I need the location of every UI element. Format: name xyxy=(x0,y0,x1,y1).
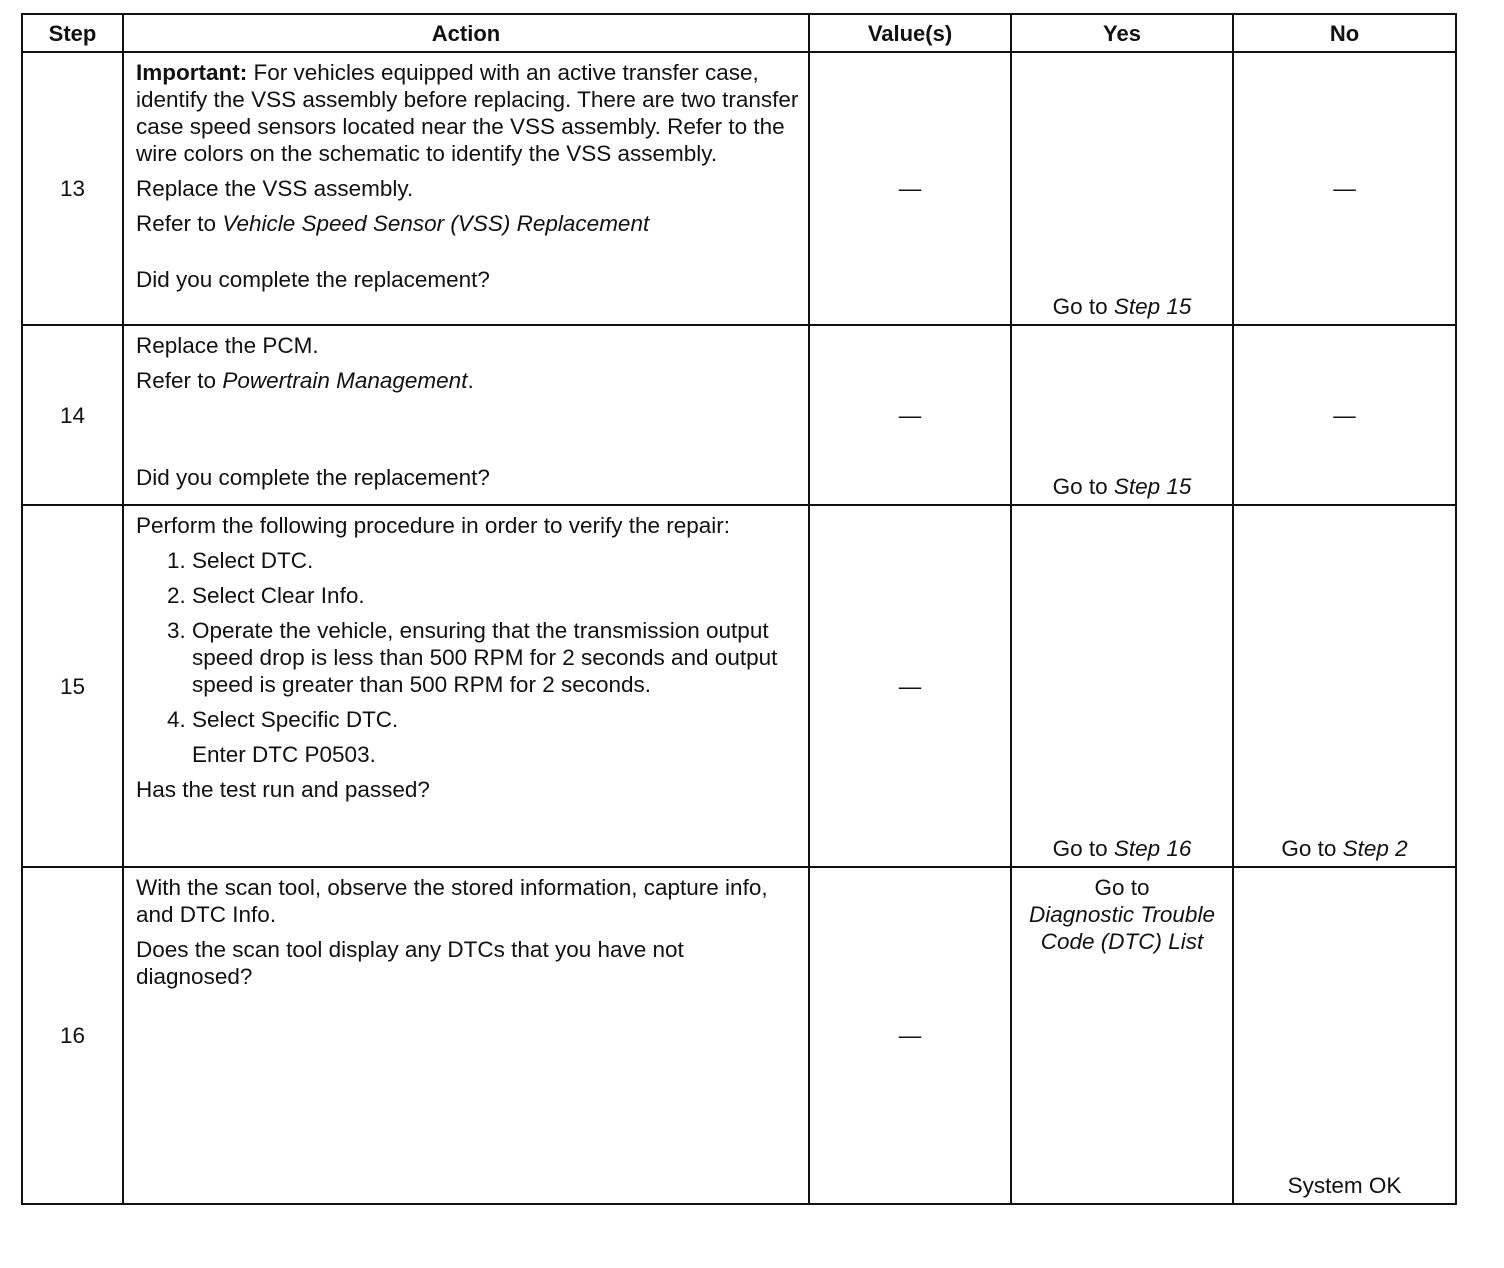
procedure-list xyxy=(136,547,800,768)
goto-prefix: Go to xyxy=(1281,836,1337,861)
header-no: No xyxy=(1233,14,1456,52)
action-line: Replace the VSS assembly. xyxy=(136,176,414,201)
step-number: 15 xyxy=(22,505,123,867)
refer-prefix: Refer to xyxy=(136,211,217,236)
goto-step-link: Step 15 xyxy=(1113,474,1192,499)
action-line: Replace the PCM. xyxy=(136,333,319,358)
header-action: Action xyxy=(123,14,809,52)
yes-goto xyxy=(1012,293,1232,320)
goto-prefix: Go to xyxy=(1052,836,1108,861)
action-line: With the scan tool, observe the stored information, capture info, and DTC Info. xyxy=(136,875,768,927)
header-step: Step xyxy=(22,14,123,52)
refer-link: Vehicle Speed Sensor (VSS) Replacement xyxy=(222,211,650,236)
no-cell xyxy=(1233,505,1456,867)
no-cell: — xyxy=(1233,52,1456,325)
refer-line xyxy=(136,210,800,237)
intro-text: Perform the following procedure in order to verify the repair: xyxy=(136,513,731,538)
yes-goto xyxy=(1012,473,1232,500)
yes-goto xyxy=(1012,868,1232,955)
action-cell xyxy=(123,505,809,867)
step-number: 16 xyxy=(22,867,123,1204)
table-row-15 xyxy=(22,505,1456,867)
question-text: Has the test run and passed? xyxy=(136,777,430,802)
values-cell: — xyxy=(809,867,1011,1204)
procedure-step: 3. Operate the vehicle, ensuring that the transmission output speed drop is less than 500 RPM for 2 seconds and output speed is greater than 500 RPM for 2 seconds. xyxy=(192,617,800,698)
refer-prefix: Refer to xyxy=(136,368,217,393)
action-cell xyxy=(123,52,809,325)
question-text: Did you complete the replacement? xyxy=(136,267,490,292)
procedure-step: 2. Select Clear Info. xyxy=(192,582,800,609)
procedure-step: 1. Select DTC. xyxy=(192,547,800,574)
goto-dtc-list-link: Diagnostic Trouble Code (DTC) List xyxy=(1029,902,1215,954)
important-note xyxy=(136,59,800,167)
header-values: Value(s) xyxy=(809,14,1011,52)
system-ok-text: System OK xyxy=(1287,1173,1402,1198)
header-yes: Yes xyxy=(1011,14,1233,52)
procedure-substep: Enter DTC P0503. xyxy=(192,742,376,767)
action-cell xyxy=(123,867,809,1204)
table-row-16 xyxy=(22,867,1456,1204)
goto-step-link: Step 16 xyxy=(1113,836,1192,861)
refer-link: Powertrain Management xyxy=(222,368,468,393)
yes-cell xyxy=(1011,325,1233,505)
yes-goto xyxy=(1012,835,1232,862)
step-number: 14 xyxy=(22,325,123,505)
yes-cell xyxy=(1011,867,1233,1204)
important-label: Important: xyxy=(136,60,248,85)
values-cell: — xyxy=(809,325,1011,505)
step-number: 13 xyxy=(22,52,123,325)
refer-line xyxy=(136,367,800,394)
table-row-13 xyxy=(22,52,1456,325)
question-text: Does the scan tool display any DTCs that you have not diagnosed? xyxy=(136,937,684,989)
values-cell: — xyxy=(809,52,1011,325)
goto-step-link: Step 15 xyxy=(1113,294,1192,319)
important-text: For vehicles equipped with an active transfer case, identify the VSS assembly before replacing. There are two transfer case speed sensors located near the VSS assembly. Refer to the wire colors on the schematic to identify the VSS assembly. xyxy=(136,60,799,166)
goto-prefix: Go to xyxy=(1094,875,1150,900)
action-cell xyxy=(123,325,809,505)
no-cell xyxy=(1233,867,1456,1204)
goto-prefix: Go to xyxy=(1052,474,1108,499)
no-cell: — xyxy=(1233,325,1456,505)
diagnostic-table xyxy=(21,13,1457,1205)
refer-suffix: . xyxy=(467,368,474,393)
goto-step-link: Step 2 xyxy=(1342,836,1408,861)
yes-cell xyxy=(1011,52,1233,325)
question-text: Did you complete the replacement? xyxy=(136,465,490,490)
header-row xyxy=(22,14,1456,52)
no-goto xyxy=(1234,835,1455,862)
values-cell: — xyxy=(809,505,1011,867)
goto-prefix: Go to xyxy=(1052,294,1108,319)
table-row-14 xyxy=(22,325,1456,505)
procedure-step: 4. Select Specific DTC. xyxy=(192,706,800,733)
yes-cell xyxy=(1011,505,1233,867)
